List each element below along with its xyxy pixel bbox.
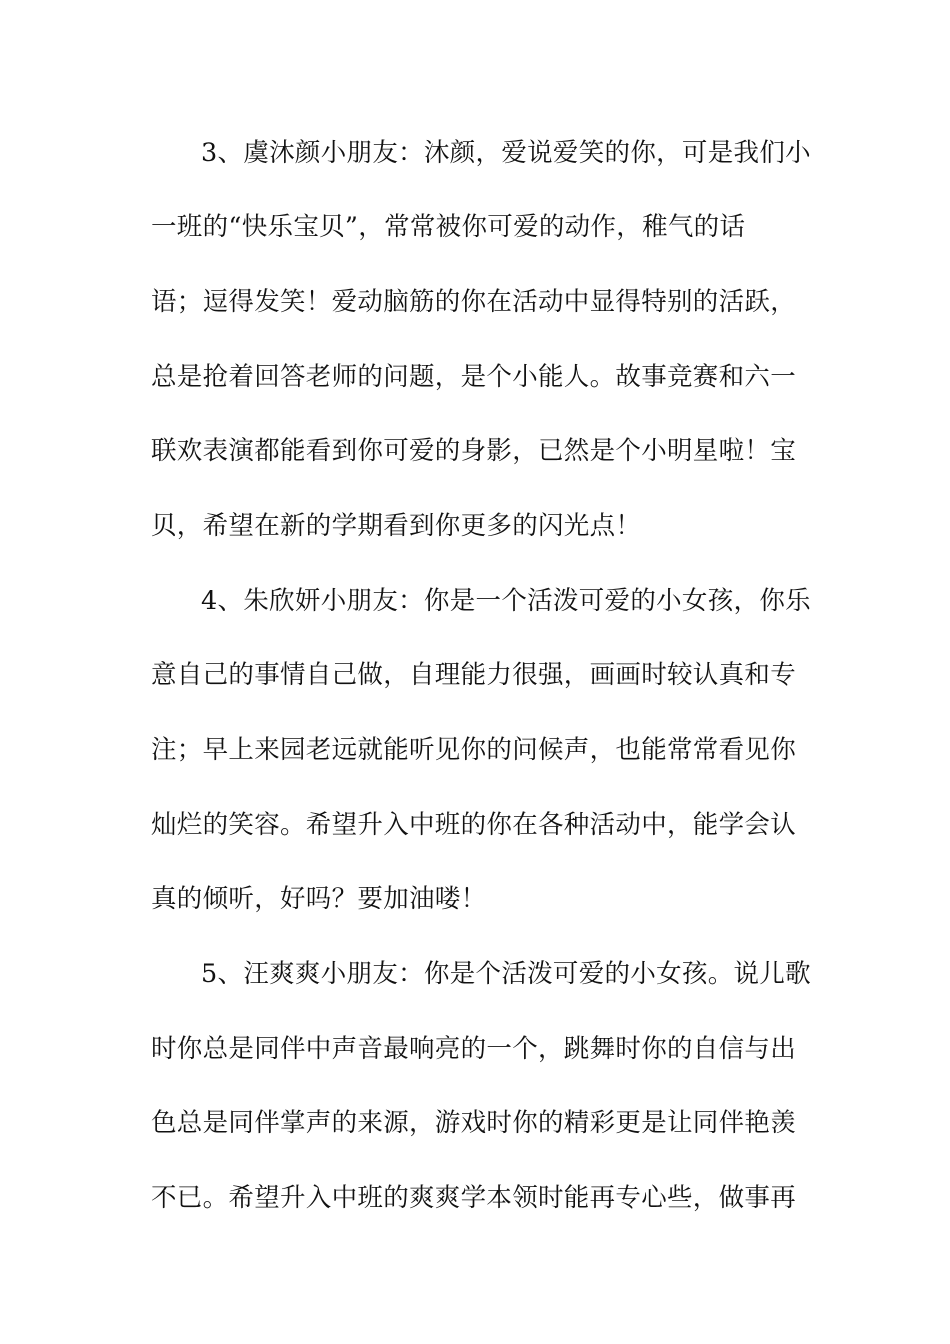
paragraph-3-line-5: 联欢表演都能看到你可爱的身影，已然是个小明星啦！宝 — [151, 436, 797, 466]
paragraph-5-line-1: 5、汪爽爽小朋友：你是个活泼可爱的小女孩。说儿歌 — [201, 959, 811, 989]
paragraph-5-line-3: 色总是同伴掌声的来源，游戏时你的精彩更是让同伴艳羡 — [151, 1108, 797, 1138]
paragraph-4-line-3: 注；早上来园老远就能听见你的问候声，也能常常看见你 — [151, 735, 797, 765]
paragraph-4-line-1: 4、朱欣妍小朋友：你是一个活泼可爱的小女孩，你乐 — [201, 586, 811, 616]
paragraph-3-line-3: 语；逗得发笑！爱动脑筋的你在活动中显得特别的活跃， — [151, 287, 797, 317]
paragraph-3-line-1: 3、虞沐颜小朋友：沐颜，爱说爱笑的你，可是我们小 — [201, 138, 811, 168]
paragraph-4-line-5: 真的倾听，好吗？要加油喽！ — [151, 884, 487, 914]
paragraph-3-line-4: 总是抢着回答老师的问题，是个小能人。故事竞赛和六一 — [151, 362, 797, 392]
paragraph-3-line-2: 一班的“快乐宝贝”，常常被你可爱的动作，稚气的话 — [151, 212, 746, 242]
paragraph-3-line-6: 贝，希望在新的学期看到你更多的闪光点！ — [151, 511, 642, 541]
paragraph-4-line-4: 灿烂的笑容。希望升入中班的你在各种活动中，能学会认 — [151, 810, 797, 840]
paragraph-4-line-2: 意自己的事情自己做，自理能力很强，画画时较认真和专 — [151, 660, 797, 690]
paragraph-5-line-2: 时你总是同伴中声音最响亮的一个，跳舞时你的自信与出 — [151, 1034, 797, 1064]
paragraph-5-line-4: 不已。希望升入中班的爽爽学本领时能再专心些，做事再 — [151, 1183, 797, 1213]
